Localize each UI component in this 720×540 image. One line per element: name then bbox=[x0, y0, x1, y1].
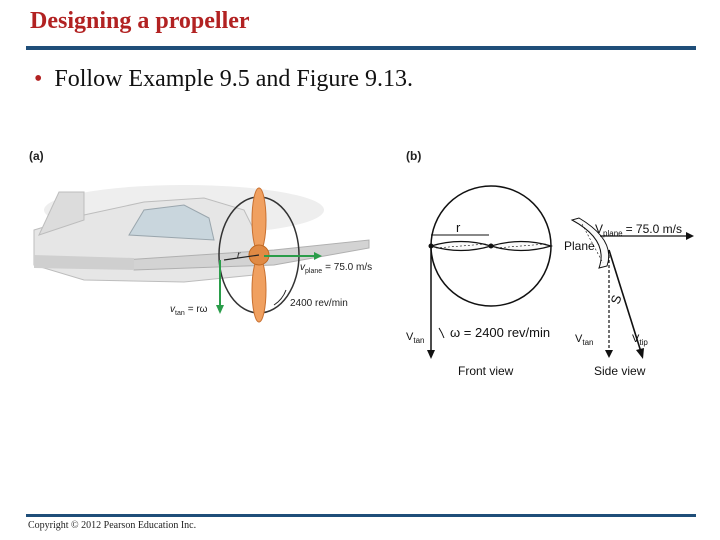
b-side-view-label: Side view bbox=[594, 364, 646, 378]
b-radius-label: r bbox=[456, 220, 461, 235]
b-rotation-arrow bbox=[439, 328, 444, 338]
hub-dot bbox=[489, 244, 494, 249]
b-plane-label: Plane bbox=[564, 239, 595, 253]
a-v-plane-label: $v_{plane} = 75.0$ m/s bbox=[300, 262, 373, 275]
b-v-tan-front-label: $V_{tan}$ bbox=[406, 331, 425, 345]
b-omega-label: ω = 2400 rev/min bbox=[450, 325, 551, 340]
b-v-tip-label: $V_{tip}$ bbox=[632, 333, 648, 347]
a-v-tan-label: $v_{tan} = r\omega$ bbox=[170, 304, 208, 317]
b-v-tan-arrowhead-icon bbox=[427, 350, 435, 359]
b-front-view-label: Front view bbox=[458, 364, 514, 378]
propeller-figure bbox=[24, 140, 704, 390]
footer-divider bbox=[26, 514, 696, 517]
copyright-text: Copyright © 2012 Pearson Education Inc. bbox=[28, 520, 197, 531]
v-tan-arrowhead-icon bbox=[216, 305, 224, 314]
bullet-text: Follow Example 9.5 and Figure 9.13. bbox=[54, 66, 414, 92]
bullet-dot-icon: • bbox=[34, 66, 43, 92]
b-v-tip-arrowhead-icon bbox=[636, 348, 644, 359]
b-v-plane-arrowhead-icon bbox=[686, 232, 694, 240]
b-angle-label: S bbox=[607, 293, 625, 306]
slide-title: Designing a propeller bbox=[30, 8, 250, 34]
b-v-tan-side-label: $V_{tan}$ bbox=[575, 333, 594, 347]
panel-a-label: (a) bbox=[29, 149, 44, 163]
rotation-arrow bbox=[274, 290, 286, 305]
title-divider bbox=[26, 46, 696, 50]
bullet-item bbox=[34, 66, 413, 93]
b-v-tan-side-arrowhead-icon bbox=[605, 350, 613, 358]
a-omega-label: 2400 rev/min bbox=[290, 298, 348, 309]
b-v-plane-label: $V_{plane} = 75.0$ m/s bbox=[595, 222, 682, 238]
panel-b-label: (b) bbox=[406, 149, 422, 163]
a-radius-label: r bbox=[237, 250, 241, 261]
